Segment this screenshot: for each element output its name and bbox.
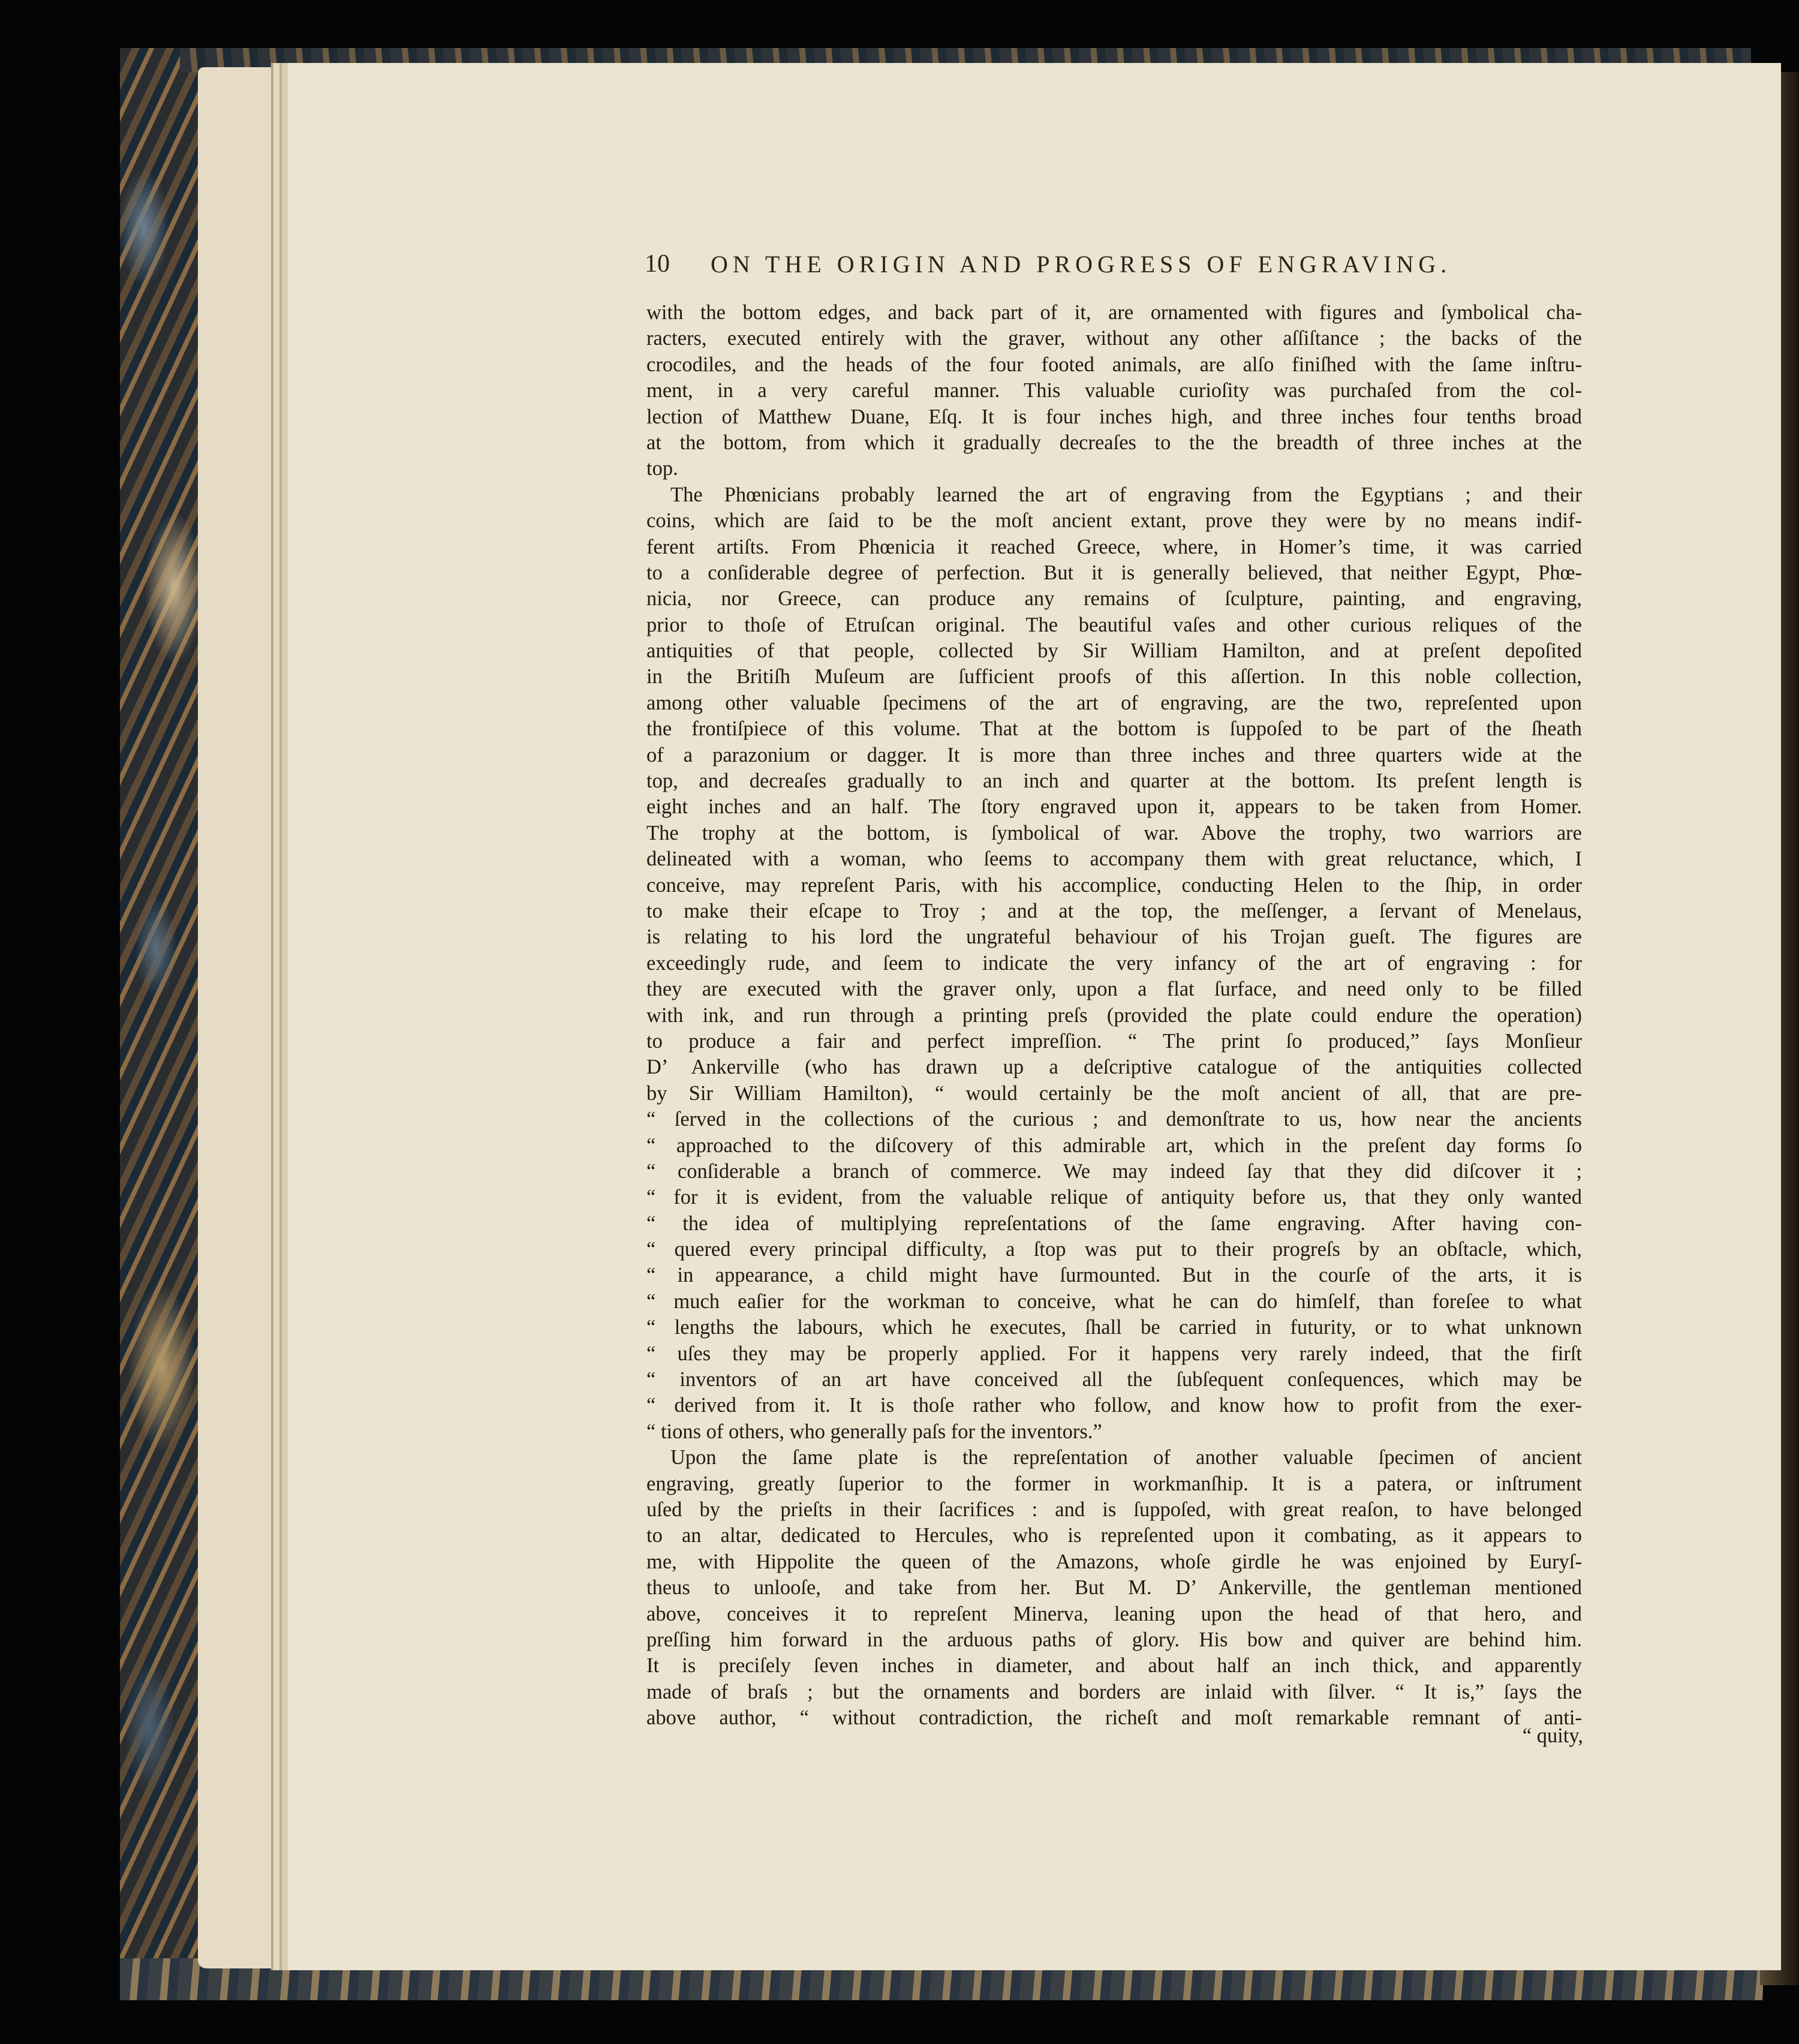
text-line: crocodiles, and the heads of the four footed animals, are alſo finiſhed with the ſame inſtru-	[646, 353, 1582, 376]
text-line: antiquities of that people, collected by Sir William Hamilton, and at preſent depoſited	[646, 639, 1582, 663]
text-line: “ uſes they may be properly applied. For it happens very rarely indeed, that the firſt	[646, 1342, 1582, 1365]
text-line: “ the idea of multiplying repreſentations of the ſame engraving. After having con-	[646, 1212, 1582, 1235]
text-line: ment, in a very careful manner. This valuable curioſity was purchaſed from the col-	[646, 379, 1582, 402]
running-head	[645, 246, 1580, 282]
catchword: “ quity,	[1522, 1724, 1583, 1747]
text-line: with the bottom edges, and back part of it, are ornamented with figures and ſymbolical cha-	[646, 301, 1582, 324]
text-line: is relating to his lord the ungrateful behaviour of his Trojan gueſt. The figures are	[646, 925, 1582, 949]
text-line: they are executed with the graver only, upon a flat ſurface, and need only to be filled	[646, 978, 1582, 1001]
page-number: 10	[645, 250, 670, 278]
text-line: to a conſiderable degree of perfection. But it is generally believed, that neither Egypt, Phœ-	[646, 561, 1582, 584]
text-line: to produce a fair and perfect impreſſion. “ The print ſo produced,” ſays Monſieur	[646, 1029, 1582, 1053]
text-line: Upon the ſame plate is the repreſentation of another valuable ſpecimen of ancient	[670, 1446, 1582, 1469]
text-line: top, and decreaſes gradually to an inch and quarter at the bottom. Its preſent length is	[646, 769, 1582, 793]
text-line: to an altar, dedicated to Hercules, who is repreſented upon it combating, as it appears to	[646, 1524, 1582, 1547]
text-line: “ for it is evident, from the valuable relique of antiquity before us, that they only wanted	[646, 1186, 1582, 1209]
text-line: theus to unlooſe, and take from her. But M. D’ Ankerville, the gentleman mentioned	[646, 1576, 1582, 1600]
text-line: lection of Matthew Duane, Eſq. It is four inches high, and three inches four tenths broad	[646, 405, 1582, 428]
text-line: racters, executed entirely with the graver, without any other aſſiſtance ; the backs of the	[646, 327, 1582, 350]
text-line: “ conſiderable a branch of commerce. We may indeed ſay that they did diſcover it ;	[646, 1159, 1582, 1183]
text-line: engraving, greatly ſuperior to the former in workmanſhip. It is a patera, or inſtrument	[646, 1472, 1582, 1495]
text-line: ferent artiſts. From Phœnicia it reached Greece, where, in Homer’s time, it was carried	[646, 535, 1582, 558]
text-line: nicia, nor Greece, can produce any remains of ſculpture, painting, and engraving,	[646, 587, 1582, 611]
text-line: above author, “ without contradiction, the richeſt and moſt remarkable remnant of anti-	[646, 1706, 1582, 1730]
text-line: prior to thoſe of Etruſcan original. The beautiful vaſes and other curious reliques of the	[646, 613, 1582, 636]
text-line: “ quered every principal difficulty, a ſtop was put to their progreſs by an obſtacle, which,	[646, 1238, 1582, 1261]
text-line: “ ſerved in the collections of the curious ; and demonſtrate to us, how near the ancients	[646, 1108, 1582, 1131]
text-line: “ lengths the labours, which he executes, ſhall be carried in futurity, or to what unknown	[646, 1316, 1582, 1339]
text-line: “ in appearance, a child might have ſurmounted. But in the courſe of the arts, it is	[646, 1264, 1582, 1287]
text-line: in the Britiſh Muſeum are ſufficient proofs of this aſſertion. In this noble collection,	[646, 665, 1582, 689]
text-line: made of braſs ; but the ornaments and borders are inlaid with ſilver. “ It is,” ſays the	[646, 1680, 1582, 1703]
text-line: me, with Hippolite the queen of the Amazons, whoſe girdle he was enjoined by Euryſ-	[646, 1550, 1582, 1573]
running-head-title: ON THE ORIGIN AND PROGRESS OF ENGRAVING.	[711, 250, 1452, 278]
text-line: at the bottom, from which it gradually decreaſes to the the breadth of three inches at the	[646, 431, 1582, 454]
text-line: “ approached to the diſcovery of this admirable art, which in the preſent day forms ſo	[646, 1134, 1582, 1157]
text-line: “ tions of others, who generally paſs for the inventors.”	[646, 1420, 1102, 1443]
text-line: delineated with a woman, who ſeems to accompany them with great reluctance, which, I	[646, 847, 1582, 871]
marbled-board-left	[120, 48, 204, 1985]
text-line: among other valuable ſpecimens of the art of engraving, are the two, repreſented upon	[646, 691, 1582, 714]
text-line: to make their eſcape to Troy ; and at the top, the meſſenger, a ſervant of Menelaus,	[646, 899, 1582, 922]
text-line: The Phœnicians probably learned the art of engraving from the Egyptians ; and their	[670, 483, 1582, 506]
text-line: uſed by the prieſts in their ſacrifices : and is ſuppoſed, with great reaſon, to have belonged	[646, 1498, 1582, 1521]
text-line: conceive, may repreſent Paris, with his accomplice, conducting Helen to the ſhip, in order	[646, 873, 1582, 897]
text-line: It is preciſely ſeven inches in diameter, and about half an inch thick, and apparently	[646, 1654, 1582, 1678]
text-line: above, conceives it to repreſent Minerva, leaning upon the head of that hero, and	[646, 1602, 1582, 1625]
text-line: “ derived from it. It is thoſe rather who follow, and know how to profit from the exer-	[646, 1394, 1582, 1417]
text-line: by Sir William Hamilton), “ would certainly be the moſt ancient of all, that are pre-	[646, 1081, 1582, 1105]
text-line: “ much eaſier for the workman to conceive, what he can do himſelf, than foreſee to what	[646, 1289, 1582, 1313]
text-line: eight inches and an half. The ſtory engraved upon it, appears to be taken from Homer.	[646, 795, 1582, 819]
text-line: of a parazonium or dagger. It is more than three inches and three quarters wide at the	[646, 743, 1582, 767]
text-line: “ inventors of an art have conceived all the ſubſequent conſequences, which may be	[646, 1368, 1582, 1391]
text-line: The trophy at the bottom, is ſymbolical of war. Above the trophy, two warriors are	[646, 821, 1582, 844]
text-line: exceedingly rude, and ſeem to indicate the very infancy of the art of engraving : for	[646, 951, 1582, 975]
text-line: top.	[646, 457, 678, 480]
text-line: D’ Ankerville (who has drawn up a deſcriptive catalogue of the antiquities collected	[646, 1056, 1582, 1079]
text-line: the frontiſpiece of this volume. That at the bottom is ſuppoſed to be part of the ſheath	[646, 717, 1582, 741]
body-text	[646, 300, 1582, 1731]
text-line: with ink, and run through a printing preſs (provided the plate could endure the operation)	[646, 1003, 1582, 1027]
text-line: coins, which are ſaid to be the moſt ancient extant, prove they were by no means indif-	[646, 509, 1582, 533]
text-line: preſſing him forward in the arduous paths of glory. His bow and quiver are behind him.	[646, 1628, 1582, 1651]
